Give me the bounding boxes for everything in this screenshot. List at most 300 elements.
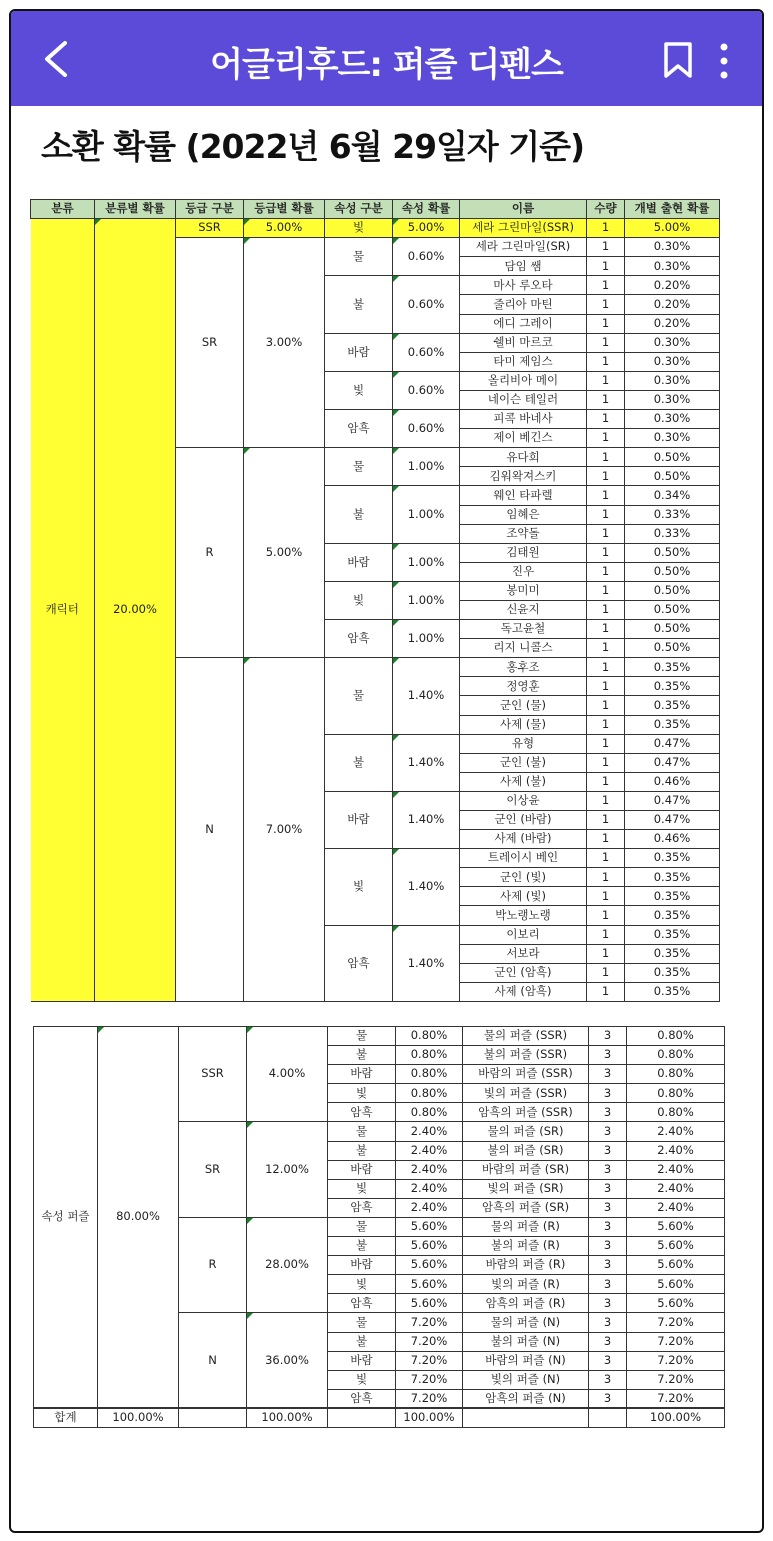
prob-cell: 0.35%	[625, 982, 720, 1001]
name-cell: 김워왁져스키	[460, 467, 587, 486]
prob-cell: 2.40%	[627, 1179, 725, 1198]
name-cell: 불의 퍼즐 (SR)	[463, 1141, 589, 1160]
prob-cell: 0.50%	[625, 467, 720, 486]
prob-cell: 0.46%	[625, 830, 720, 849]
attr-cell: 물	[328, 1217, 396, 1236]
attr-rate-cell: 1.00%	[393, 543, 460, 581]
name-cell: 군인 (불)	[460, 753, 587, 772]
prob-cell: 0.33%	[625, 524, 720, 543]
qty-cell: 3	[589, 1275, 627, 1294]
attr-cell: 빛	[325, 849, 393, 925]
name-cell: 리지 니콜스	[460, 639, 587, 658]
prob-cell: 0.80%	[627, 1065, 725, 1084]
total-row	[34, 1408, 725, 1427]
qty-cell: 3	[589, 1294, 627, 1313]
attr-cell: 암흑	[328, 1198, 396, 1217]
attr-rate-cell: 0.60%	[393, 238, 460, 276]
attr-rate-cell: 0.80%	[396, 1027, 463, 1046]
qty-cell: 1	[587, 791, 625, 810]
name-cell: 이보리	[460, 925, 587, 944]
qty-cell: 1	[587, 486, 625, 505]
attr-rate-cell: 5.60%	[396, 1217, 463, 1236]
qty-cell: 3	[589, 1027, 627, 1046]
name-cell: 에디 그레이	[460, 314, 587, 333]
attr-rate-cell: 0.60%	[393, 276, 460, 333]
prob-cell: 0.30%	[625, 429, 720, 448]
attr-cell: 물	[325, 658, 393, 734]
prob-cell: 0.20%	[625, 314, 720, 333]
prob-cell: 0.47%	[625, 811, 720, 830]
qty-cell: 1	[587, 276, 625, 295]
prob-cell: 5.60%	[627, 1237, 725, 1256]
page-title: 소환 확률 (2022년 6월 29일자 기준)	[41, 127, 585, 166]
qty-cell: 3	[589, 1332, 627, 1351]
name-cell: 유형	[460, 734, 587, 753]
qty-cell: 1	[587, 849, 625, 868]
app-bar	[11, 11, 762, 106]
qty-cell: 3	[589, 1351, 627, 1370]
attr-rate-cell: 7.20%	[396, 1351, 463, 1370]
attr-cell: 빛	[325, 371, 393, 409]
name-cell: 사제 (암흑)	[460, 982, 587, 1001]
empty-cell	[328, 1408, 396, 1427]
prob-cell: 0.50%	[625, 620, 720, 639]
qty-cell: 1	[587, 295, 625, 314]
grade-rate-cell: 12.00%	[247, 1122, 328, 1217]
attr-rate-cell: 2.40%	[396, 1198, 463, 1217]
prob-cell: 5.60%	[627, 1294, 725, 1313]
attr-cell: 빛	[328, 1370, 396, 1389]
grade-cell: N	[179, 1313, 247, 1408]
name-cell: 암흑의 퍼즐 (N)	[463, 1389, 589, 1408]
name-cell: 빛의 퍼즐 (SR)	[463, 1179, 589, 1198]
attr-cell: 빛	[328, 1275, 396, 1294]
name-cell: 진우	[460, 562, 587, 581]
attr-cell: 불	[325, 734, 393, 791]
qty-cell: 1	[587, 390, 625, 409]
name-cell: 물의 퍼즐 (SR)	[463, 1122, 589, 1141]
prob-cell: 0.30%	[625, 257, 720, 276]
prob-cell: 7.20%	[627, 1389, 725, 1408]
attr-cell: 물	[328, 1027, 396, 1046]
app-title: 어글리후드: 퍼즐 디펜스	[210, 45, 563, 85]
attr-cell: 물	[325, 238, 393, 276]
qty-cell: 1	[587, 982, 625, 1001]
empty-cell	[589, 1408, 627, 1427]
total-attr-rate-cell: 100.00%	[396, 1408, 463, 1427]
qty-cell: 1	[587, 734, 625, 753]
qty-cell: 1	[587, 772, 625, 791]
prob-cell: 0.46%	[625, 772, 720, 791]
header-cell: 속성 구분	[325, 200, 393, 219]
name-cell: 사제 (빛)	[460, 887, 587, 906]
prob-cell: 0.50%	[625, 639, 720, 658]
grade-rate-cell: 28.00%	[247, 1217, 328, 1312]
qty-cell: 3	[589, 1313, 627, 1332]
qty-cell: 3	[589, 1103, 627, 1122]
grade-rate-cell: 3.00%	[244, 238, 325, 448]
prob-cell: 0.35%	[625, 658, 720, 677]
prob-cell: 7.20%	[627, 1332, 725, 1351]
prob-cell: 0.35%	[625, 944, 720, 963]
attr-rate-cell: 0.80%	[396, 1046, 463, 1065]
header-cell: 분류	[31, 200, 95, 219]
attr-cell: 바람	[325, 333, 393, 371]
total-category-rate-cell: 100.00%	[98, 1408, 179, 1427]
empty-cell	[463, 1408, 589, 1427]
qty-cell: 3	[589, 1179, 627, 1198]
name-cell: 물의 퍼즐 (SSR)	[463, 1027, 589, 1046]
name-cell: 독고윤철	[460, 620, 587, 639]
qty-cell: 1	[587, 352, 625, 371]
qty-cell: 1	[587, 658, 625, 677]
prob-cell: 2.40%	[627, 1160, 725, 1179]
attr-cell: 바람	[328, 1065, 396, 1084]
attr-rate-cell: 7.20%	[396, 1332, 463, 1351]
attr-cell: 바람	[328, 1351, 396, 1370]
qty-cell: 1	[587, 715, 625, 734]
total-grade-rate-cell: 100.00%	[247, 1408, 328, 1427]
attr-cell: 암흑	[325, 620, 393, 658]
header-cell: 수량	[587, 200, 625, 219]
header-cell: 등급 구분	[176, 200, 244, 219]
name-cell: 신윤지	[460, 600, 587, 619]
qty-cell: 1	[587, 600, 625, 619]
prob-cell: 7.20%	[627, 1313, 725, 1332]
header-cell: 개별 출현 확률	[625, 200, 720, 219]
attr-rate-cell: 0.60%	[393, 410, 460, 448]
attr-rate-cell: 1.00%	[393, 448, 460, 486]
attr-rate-cell: 7.20%	[396, 1389, 463, 1408]
attr-rate-cell: 1.40%	[393, 734, 460, 791]
name-cell: 피콕 바네사	[460, 410, 587, 429]
prob-cell: 0.35%	[625, 887, 720, 906]
qty-cell: 1	[587, 887, 625, 906]
table-row	[31, 219, 720, 238]
name-cell: 이상윤	[460, 791, 587, 810]
name-cell: 바람의 퍼즐 (SSR)	[463, 1065, 589, 1084]
prob-cell: 0.30%	[625, 352, 720, 371]
prob-cell: 0.34%	[625, 486, 720, 505]
name-cell: 마사 루오타	[460, 276, 587, 295]
name-cell: 홍후조	[460, 658, 587, 677]
prob-cell: 0.50%	[625, 581, 720, 600]
prob-cell: 0.80%	[627, 1084, 725, 1103]
attr-rate-cell: 0.80%	[396, 1103, 463, 1122]
prob-cell: 5.60%	[627, 1275, 725, 1294]
attr-rate-cell: 1.00%	[393, 486, 460, 543]
prob-cell: 0.30%	[625, 371, 720, 390]
prob-cell: 0.80%	[627, 1103, 725, 1122]
qty-cell: 1	[587, 925, 625, 944]
attr-cell: 바람	[328, 1256, 396, 1275]
header-cell: 이름	[460, 200, 587, 219]
name-cell: 네이슨 테일러	[460, 390, 587, 409]
qty-cell: 1	[587, 639, 625, 658]
name-cell: 바람의 퍼즐 (R)	[463, 1256, 589, 1275]
attr-cell: 불	[328, 1046, 396, 1065]
prob-cell: 0.50%	[625, 543, 720, 562]
qty-cell: 3	[589, 1237, 627, 1256]
qty-cell: 3	[589, 1198, 627, 1217]
qty-cell: 3	[589, 1217, 627, 1236]
name-cell: 사제 (불)	[460, 772, 587, 791]
attr-rate-cell: 5.60%	[396, 1294, 463, 1313]
name-cell: 암흑의 퍼즐 (R)	[463, 1294, 589, 1313]
name-cell: 바람의 퍼즐 (SR)	[463, 1160, 589, 1179]
qty-cell: 1	[587, 333, 625, 352]
name-cell: 정영훈	[460, 677, 587, 696]
qty-cell: 1	[587, 410, 625, 429]
name-cell: 서보라	[460, 944, 587, 963]
prob-cell: 0.30%	[625, 410, 720, 429]
qty-cell: 1	[587, 467, 625, 486]
attr-rate-cell: 5.00%	[393, 219, 460, 238]
qty-cell: 3	[589, 1122, 627, 1141]
attr-rate-cell: 1.40%	[393, 849, 460, 925]
prob-cell: 0.35%	[625, 849, 720, 868]
grade-rate-cell: 5.00%	[244, 448, 325, 658]
attr-cell: 빛	[328, 1179, 396, 1198]
prob-cell: 0.50%	[625, 600, 720, 619]
attr-rate-cell: 2.40%	[396, 1179, 463, 1198]
qty-cell: 1	[587, 677, 625, 696]
qty-cell: 1	[587, 944, 625, 963]
qty-cell: 1	[587, 906, 625, 925]
prob-cell: 0.20%	[625, 295, 720, 314]
attr-cell: 바람	[328, 1160, 396, 1179]
name-cell: 김태원	[460, 543, 587, 562]
qty-cell: 3	[589, 1256, 627, 1275]
table-row	[34, 1027, 725, 1046]
qty-cell: 1	[587, 868, 625, 887]
attr-rate-cell: 1.00%	[393, 581, 460, 619]
grade-cell: N	[176, 658, 244, 1002]
attr-rate-cell: 5.60%	[396, 1256, 463, 1275]
name-cell: 봉미미	[460, 581, 587, 600]
prob-cell: 0.30%	[625, 390, 720, 409]
name-cell: 담임 쌤	[460, 257, 587, 276]
name-cell: 유다희	[460, 448, 587, 467]
prob-cell: 0.50%	[625, 562, 720, 581]
qty-cell: 1	[587, 448, 625, 467]
attr-rate-cell: 2.40%	[396, 1141, 463, 1160]
grade-rate-cell: 7.00%	[244, 658, 325, 1002]
category-cell: 캐릭터	[31, 219, 95, 1002]
name-cell: 물의 퍼즐 (R)	[463, 1217, 589, 1236]
attr-cell: 물	[328, 1313, 396, 1332]
qty-cell: 1	[587, 543, 625, 562]
prob-cell: 5.60%	[627, 1217, 725, 1236]
name-cell: 빛의 퍼즐 (N)	[463, 1370, 589, 1389]
attr-rate-cell: 5.60%	[396, 1237, 463, 1256]
name-cell: 암흑의 퍼즐 (SR)	[463, 1198, 589, 1217]
grade-cell: R	[176, 448, 244, 658]
prob-cell: 0.50%	[625, 448, 720, 467]
qty-cell: 1	[587, 505, 625, 524]
attr-cell: 불	[328, 1141, 396, 1160]
name-cell: 임혜은	[460, 505, 587, 524]
attr-rate-cell: 1.00%	[393, 620, 460, 658]
qty-cell: 3	[589, 1084, 627, 1103]
prob-cell: 5.60%	[627, 1256, 725, 1275]
name-cell: 군인 (바람)	[460, 811, 587, 830]
name-cell: 조약돌	[460, 524, 587, 543]
name-cell: 바람의 퍼즐 (N)	[463, 1351, 589, 1370]
grade-rate-cell: 36.00%	[247, 1313, 328, 1408]
qty-cell: 3	[589, 1046, 627, 1065]
attr-rate-cell: 2.40%	[396, 1122, 463, 1141]
attr-rate-cell: 1.40%	[393, 791, 460, 848]
prob-cell: 2.40%	[627, 1122, 725, 1141]
attr-rate-cell: 1.40%	[393, 925, 460, 1001]
prob-cell: 0.80%	[627, 1027, 725, 1046]
name-cell: 암흑의 퍼즐 (SSR)	[463, 1103, 589, 1122]
attr-cell: 빛	[325, 219, 393, 238]
qty-cell: 1	[587, 524, 625, 543]
attr-cell: 빛	[325, 581, 393, 619]
prob-cell: 0.35%	[625, 677, 720, 696]
name-cell: 박노랭노랭	[460, 906, 587, 925]
name-cell: 불의 퍼즐 (N)	[463, 1332, 589, 1351]
attr-rate-cell: 7.20%	[396, 1313, 463, 1332]
name-cell: 군인 (암흑)	[460, 963, 587, 982]
header-cell: 분류별 확률	[95, 200, 176, 219]
qty-cell: 3	[589, 1141, 627, 1160]
attr-rate-cell: 2.40%	[396, 1160, 463, 1179]
qty-cell: 3	[589, 1370, 627, 1389]
attr-cell: 암흑	[328, 1389, 396, 1408]
character-probability-table	[30, 199, 720, 1002]
grade-cell: SR	[179, 1122, 247, 1217]
prob-cell: 0.33%	[625, 505, 720, 524]
qty-cell: 1	[587, 696, 625, 715]
attr-cell: 빛	[328, 1084, 396, 1103]
prob-cell: 0.35%	[625, 696, 720, 715]
qty-cell: 3	[589, 1389, 627, 1408]
name-cell: 웨인 타파렐	[460, 486, 587, 505]
prob-cell: 0.80%	[627, 1046, 725, 1065]
attr-cell: 바람	[325, 543, 393, 581]
name-cell: 줄리아 마틴	[460, 295, 587, 314]
prob-cell: 0.35%	[625, 715, 720, 734]
attr-cell: 바람	[325, 791, 393, 848]
qty-cell: 1	[587, 963, 625, 982]
qty-cell: 1	[587, 238, 625, 257]
qty-cell: 1	[587, 314, 625, 333]
name-cell: 불의 퍼즐 (R)	[463, 1237, 589, 1256]
prob-cell: 5.00%	[625, 219, 720, 238]
qty-cell: 1	[587, 429, 625, 448]
attr-rate-cell: 0.80%	[396, 1065, 463, 1084]
qty-cell: 1	[587, 371, 625, 390]
prob-cell: 0.20%	[625, 276, 720, 295]
grade-cell: SSR	[179, 1027, 247, 1122]
name-cell: 세라 그린마일(SR)	[460, 238, 587, 257]
more-vertical-icon[interactable]	[714, 41, 734, 81]
qty-cell: 1	[587, 753, 625, 772]
attr-rate-cell: 0.60%	[393, 371, 460, 409]
attr-rate-cell: 7.20%	[396, 1370, 463, 1389]
qty-cell: 1	[587, 562, 625, 581]
prob-cell: 0.35%	[625, 925, 720, 944]
name-cell: 쉘비 마르코	[460, 333, 587, 352]
attr-cell: 불	[325, 276, 393, 333]
grade-rate-cell: 5.00%	[244, 219, 325, 238]
prob-cell: 7.20%	[627, 1370, 725, 1389]
attr-cell: 암흑	[325, 925, 393, 1001]
qty-cell: 1	[587, 581, 625, 600]
attr-rate-cell: 1.40%	[393, 658, 460, 734]
prob-cell: 0.35%	[625, 868, 720, 887]
category-rate-cell: 80.00%	[98, 1027, 179, 1409]
name-cell: 타미 제임스	[460, 352, 587, 371]
prob-cell: 0.47%	[625, 753, 720, 772]
name-cell: 빛의 퍼즐 (SSR)	[463, 1084, 589, 1103]
header-row	[31, 200, 720, 219]
name-cell: 사제 (바람)	[460, 830, 587, 849]
attr-cell: 암흑	[328, 1103, 396, 1122]
total-prob-cell: 100.00%	[627, 1408, 725, 1427]
name-cell: 올리비아 메이	[460, 371, 587, 390]
category-rate-cell: 20.00%	[95, 219, 176, 1002]
attr-rate-cell: 0.60%	[393, 333, 460, 371]
attr-rate-cell: 0.80%	[396, 1084, 463, 1103]
attr-cell: 물	[325, 448, 393, 486]
attr-cell: 암흑	[325, 410, 393, 448]
header-cell: 속성 확률	[393, 200, 460, 219]
prob-cell: 7.20%	[627, 1351, 725, 1370]
bookmark-icon[interactable]	[661, 41, 695, 79]
qty-cell: 3	[589, 1065, 627, 1084]
qty-cell: 1	[587, 830, 625, 849]
empty-cell	[179, 1408, 247, 1427]
name-cell: 군인 (빛)	[460, 868, 587, 887]
name-cell: 세라 그린마일(SSR)	[460, 219, 587, 238]
grade-rate-cell: 4.00%	[247, 1027, 328, 1122]
attr-cell: 불	[328, 1237, 396, 1256]
qty-cell: 3	[589, 1160, 627, 1179]
grade-cell: SR	[176, 238, 244, 448]
prob-cell: 2.40%	[627, 1141, 725, 1160]
grade-cell: SSR	[176, 219, 244, 238]
attr-cell: 암흑	[328, 1294, 396, 1313]
name-cell: 사제 (물)	[460, 715, 587, 734]
attr-rate-cell: 5.60%	[396, 1275, 463, 1294]
qty-cell: 1	[587, 811, 625, 830]
name-cell: 불의 퍼즐 (SSR)	[463, 1046, 589, 1065]
prob-cell: 0.35%	[625, 906, 720, 925]
prob-cell: 0.30%	[625, 238, 720, 257]
prob-cell: 0.47%	[625, 791, 720, 810]
name-cell: 빛의 퍼즐 (R)	[463, 1275, 589, 1294]
qty-cell: 1	[587, 257, 625, 276]
header-cell: 등급별 확률	[244, 200, 325, 219]
prob-cell: 0.47%	[625, 734, 720, 753]
total-label-cell: 합계	[34, 1408, 98, 1427]
attr-cell: 불	[325, 486, 393, 543]
name-cell: 물의 퍼즐 (N)	[463, 1313, 589, 1332]
qty-cell: 1	[587, 219, 625, 238]
category-cell: 속성 퍼즐	[34, 1027, 98, 1409]
name-cell: 제이 베긴스	[460, 429, 587, 448]
qty-cell: 1	[587, 620, 625, 639]
prob-cell: 0.30%	[625, 333, 720, 352]
puzzle-probability-table	[33, 1026, 725, 1428]
name-cell: 군인 (물)	[460, 696, 587, 715]
grade-cell: R	[179, 1217, 247, 1312]
attr-cell: 물	[328, 1122, 396, 1141]
